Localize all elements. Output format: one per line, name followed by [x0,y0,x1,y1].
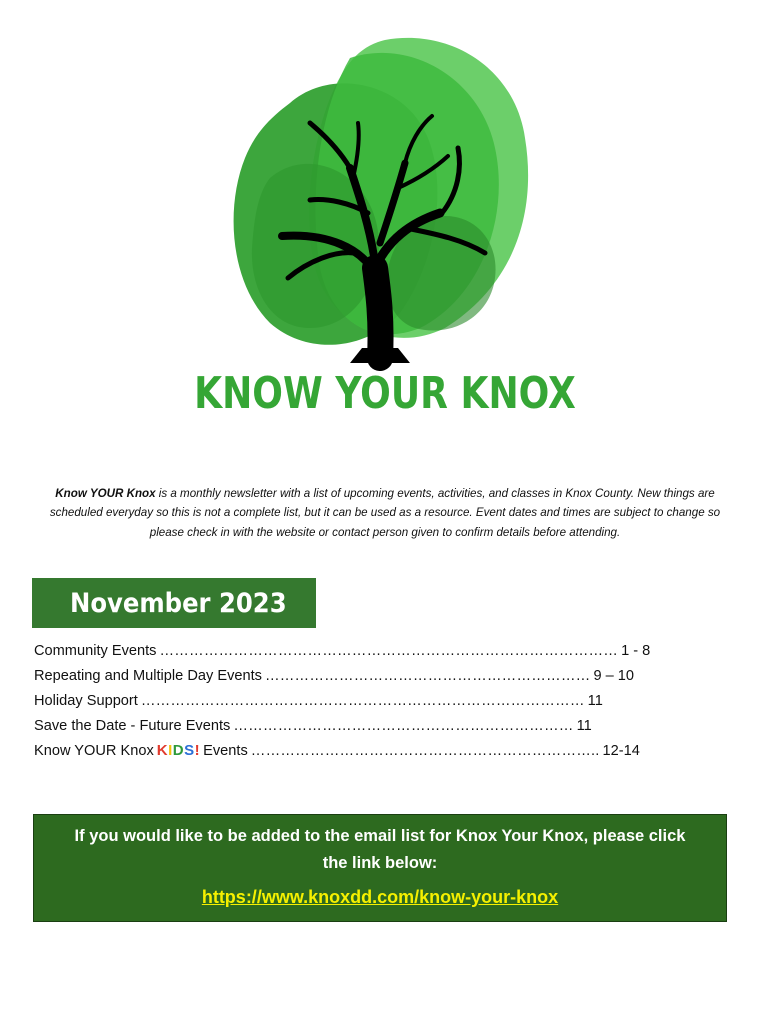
brand-wordmark: KNOW YOUR KNOX [194,368,576,419]
toc-page: 1 - 8 [621,642,651,659]
issue-month-banner [32,578,316,628]
toc-leader: ……………………………………………………………………………… [140,692,585,709]
toc-page: 9 – 10 [593,667,635,684]
toc-leader: ………………………………………………………………………………… [159,642,619,659]
toc-page: 11 [576,717,592,734]
tree-icon [210,28,560,368]
toc-row-repeating-events [34,663,635,688]
toc-row-save-the-date [34,713,594,738]
toc-label: Know YOUR Knox [34,742,154,759]
signup-link[interactable]: https://www.knoxdd.com/know-your-knox [201,887,559,907]
intro-text: is a monthly newsletter with a list of upcoming events, activities, and classes in Knox County. New things are scheduled everyday so this is not a complete list, but it can be used as a resource. Event dates and times are subject to change so please check in with the website or contact person given to confirm details before attending. [49,486,721,539]
toc-page: 12-14 [602,742,640,759]
toc-leader: ………………………………………………………… [264,667,591,684]
kids-logo: KIDS! [156,742,201,759]
toc-leader: …………………………………………………………….. [250,742,600,759]
toc-label: Holiday Support [34,692,138,709]
tree-base [350,348,410,363]
toc-row-kids-events [34,738,640,763]
toc-row-community-events [34,638,651,663]
email-signup-box [33,814,727,922]
toc-label-suffix: Events [203,742,248,759]
intro-paragraph [34,484,736,543]
toc-row-holiday-support [34,688,603,713]
issue-month-title: November 2023 [70,587,287,619]
toc-label: Community Events [34,642,157,659]
toc-page: 11 [587,692,603,709]
toc-label: Save the Date - Future Events [34,717,231,734]
email-signup-text: If you would like to be added to the email list for Knox Your Knox, please click the link below: [74,827,686,872]
table-of-contents [34,638,651,763]
intro-brand: Know YOUR Knox [55,486,156,500]
toc-leader: …………………………………………………………… [233,717,574,734]
toc-label: Repeating and Multiple Day Events [34,667,262,684]
